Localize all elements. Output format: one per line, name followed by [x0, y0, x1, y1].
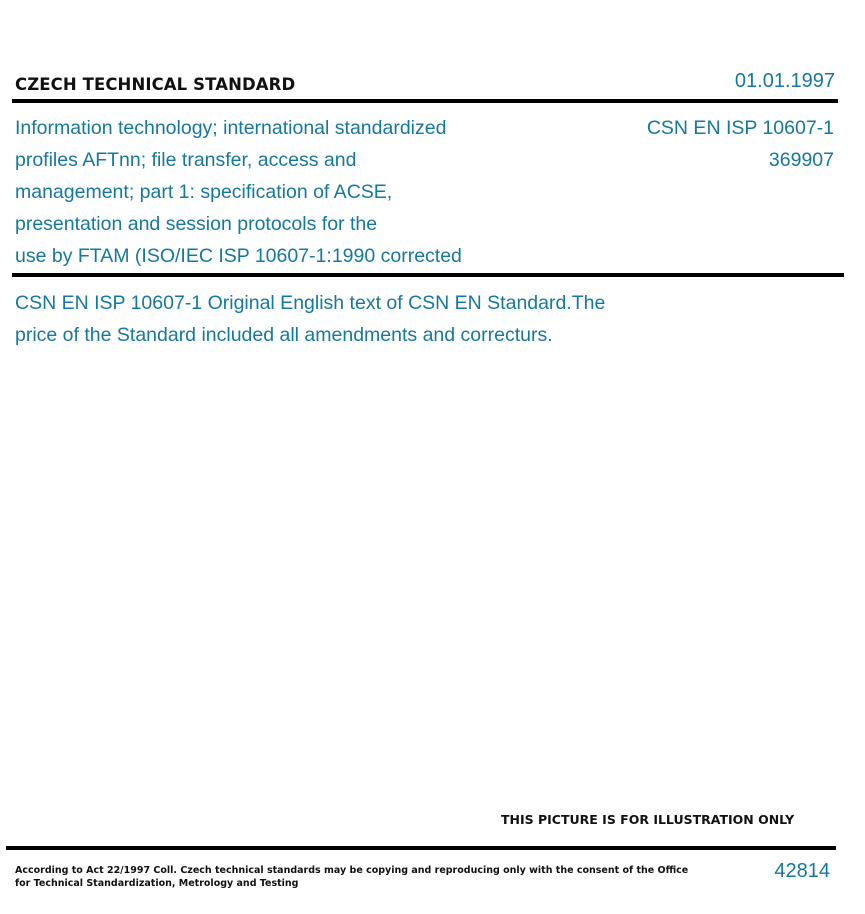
standard-description	[15, 287, 715, 351]
standard-title	[15, 112, 535, 272]
title-line: profiles AFTnn; file transfer, access and	[15, 149, 357, 171]
title-line: use by FTAM (ISO/IEC ISP 10607-1:1990 corrected	[15, 245, 462, 267]
header-divider	[12, 99, 838, 103]
title-line: management; part 1: specification of ACSE,	[15, 181, 393, 203]
standard-date: 01.01.1997	[734, 70, 835, 92]
legal-line: for Technical Standardization, Metrology and Testing	[15, 878, 299, 889]
description-line: CSN EN ISP 10607-1 Original English text of CSN EN Standard.The	[15, 292, 606, 314]
document-number: 42814	[774, 860, 830, 882]
legal-notice	[15, 864, 689, 890]
standard-code: CSN EN ISP 10607-1	[646, 117, 834, 139]
legal-line: According to Act 22/1997 Coll. Czech technical standards may be copying and reproducing only with the consent of the Office	[15, 865, 689, 876]
illustration-disclaimer: THIS PICTURE IS FOR ILLUSTRATION ONLY	[501, 812, 795, 827]
document-category: CZECH TECHNICAL STANDARD	[15, 75, 296, 94]
standard-identifiers	[647, 112, 834, 176]
title-line: presentation and session protocols for the	[15, 213, 378, 235]
description-line: price of the Standard included all amendments and correcturs.	[15, 324, 553, 346]
footer-divider	[6, 846, 836, 850]
catalog-number: 369907	[768, 149, 834, 171]
title-line: Information technology; international standardized	[15, 117, 447, 139]
title-divider	[12, 273, 844, 277]
